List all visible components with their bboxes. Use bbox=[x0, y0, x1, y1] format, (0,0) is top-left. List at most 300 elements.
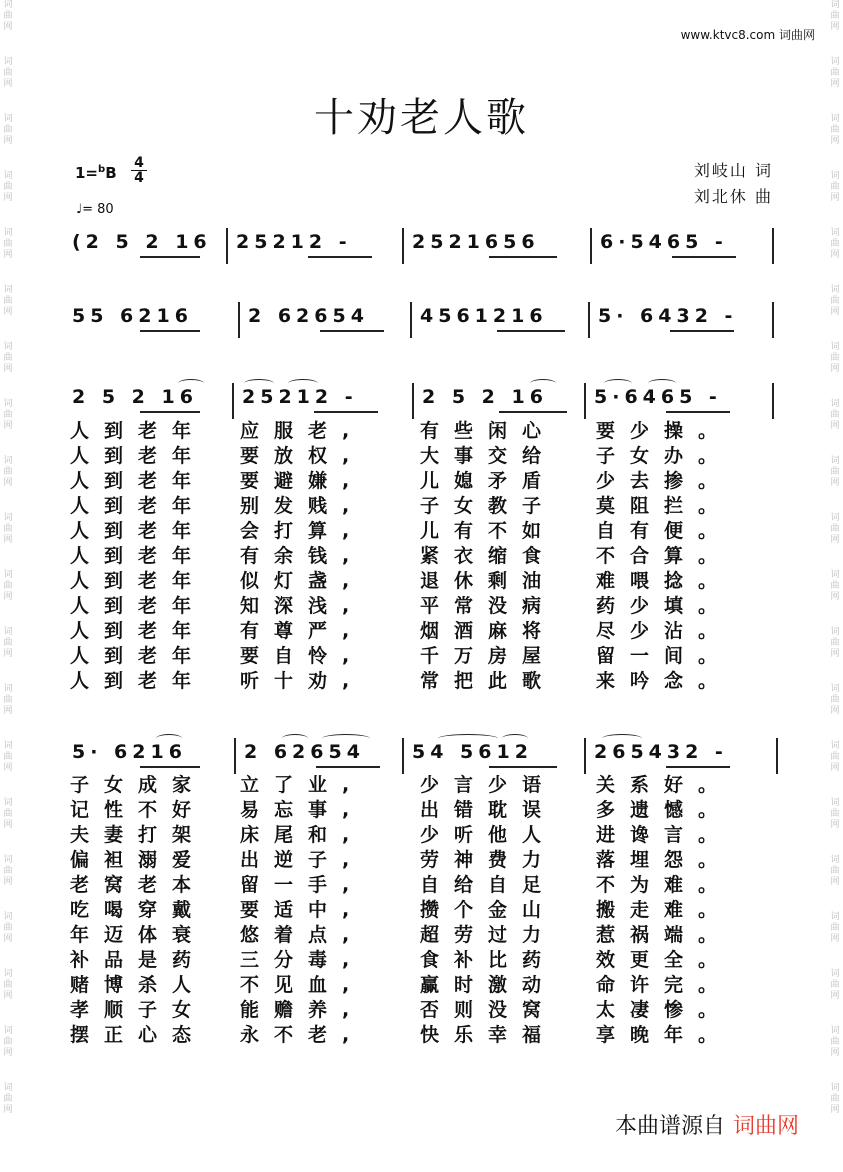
lyric-line bbox=[0, 770, 843, 795]
lyric-phrase: 子女成家 bbox=[70, 774, 207, 796]
lyric-phrase: 退休剩油 bbox=[420, 570, 557, 592]
key-signature bbox=[75, 164, 117, 182]
lyric-line bbox=[0, 541, 843, 566]
lyric-phrase: 记性不好 bbox=[70, 799, 207, 821]
watermark-char: 词 bbox=[3, 855, 13, 865]
key-note: B bbox=[105, 164, 117, 182]
slur-mark bbox=[438, 734, 498, 743]
watermark-char: 网 bbox=[3, 877, 13, 887]
lyric-line bbox=[0, 1020, 843, 1045]
watermark-char: 词 bbox=[830, 57, 840, 67]
lyric-phrase: 有余钱, bbox=[240, 545, 365, 567]
watermark-char: 词 bbox=[3, 570, 13, 580]
measure: 55 6216 bbox=[72, 305, 193, 327]
lyric-line bbox=[0, 845, 843, 870]
watermark-gap bbox=[827, 204, 843, 228]
watermark-char: 网 bbox=[3, 193, 13, 203]
lyric-phrase: 孝顺子女 bbox=[70, 999, 207, 1021]
watermark-char: 词 bbox=[3, 285, 13, 295]
watermark-char: 网 bbox=[3, 1105, 13, 1115]
watermark-char: 词 bbox=[830, 1083, 840, 1093]
lyric-phrase: 多遗憾。 bbox=[596, 799, 733, 821]
watermark-char: 曲 bbox=[3, 752, 13, 762]
watermark-char: 网 bbox=[3, 706, 13, 716]
measure: 265432 - bbox=[594, 741, 740, 763]
watermark-char: 曲 bbox=[830, 182, 840, 192]
watermark-char: 词 bbox=[830, 285, 840, 295]
lyric-phrase: 不合算。 bbox=[596, 545, 733, 567]
watermark-char: 词 bbox=[830, 798, 840, 808]
watermark-gap bbox=[0, 147, 16, 171]
watermark-char: 曲 bbox=[3, 809, 13, 819]
watermark-char: 词 bbox=[830, 912, 840, 922]
slur-mark bbox=[530, 379, 556, 388]
site-url[interactable]: www.ktvc8.com 词曲网 bbox=[680, 28, 815, 42]
bar-line bbox=[772, 228, 774, 264]
bar-line bbox=[402, 228, 404, 264]
lyric-phrase: 永不老, bbox=[240, 1024, 365, 1046]
lyric-phrase: 自给自足 bbox=[420, 874, 557, 896]
beam-underline bbox=[140, 256, 200, 258]
watermark-char: 词 bbox=[3, 969, 13, 979]
lyric-phrase: 要适中, bbox=[240, 899, 365, 921]
watermark-char: 曲 bbox=[830, 923, 840, 933]
watermark-char: 网 bbox=[3, 1048, 13, 1058]
watermark-char: 网 bbox=[830, 820, 840, 830]
lyric-phrase: 立了业, bbox=[240, 774, 365, 796]
lyric-line bbox=[0, 641, 843, 666]
bar-line bbox=[590, 228, 592, 264]
watermark-char: 网 bbox=[830, 307, 840, 317]
lyric-phrase: 进谗言。 bbox=[596, 824, 733, 846]
measure: 5· 6432 - bbox=[598, 305, 750, 327]
lyric-phrase: 来吟念。 bbox=[596, 670, 733, 692]
watermark-char: 网 bbox=[830, 706, 840, 716]
lyric-phrase: 莫阻拦。 bbox=[596, 495, 733, 517]
lyric-phrase: 快乐幸福 bbox=[420, 1024, 557, 1046]
measure: 25212 - bbox=[242, 386, 358, 408]
lyric-phrase: 出逆子, bbox=[240, 849, 365, 871]
watermark-char: 曲 bbox=[830, 752, 840, 762]
watermark-char: 曲 bbox=[3, 866, 13, 876]
lyric-phrase: 出错耽误 bbox=[420, 799, 557, 821]
lyric-phrase: 人到老年 bbox=[70, 570, 207, 592]
watermark-char: 曲 bbox=[3, 695, 13, 705]
lyric-phrase: 悠着点, bbox=[240, 924, 365, 946]
intro-line-1 bbox=[0, 228, 843, 268]
lyric-phrase: 千万房屋 bbox=[420, 645, 557, 667]
watermark-char: 词 bbox=[830, 513, 840, 523]
watermark-gap bbox=[827, 1116, 843, 1140]
watermark-char: 词 bbox=[3, 741, 13, 751]
watermark-char: 曲 bbox=[3, 239, 13, 249]
lyric-phrase: 享晚年。 bbox=[596, 1024, 733, 1046]
watermark-char: 网 bbox=[830, 193, 840, 203]
lyric-phrase: 惹祸端。 bbox=[596, 924, 733, 946]
watermark-char: 曲 bbox=[830, 980, 840, 990]
slur-mark bbox=[244, 379, 274, 388]
lyric-phrase: 要避嫌, bbox=[240, 470, 365, 492]
lyric-phrase: 留一间。 bbox=[596, 645, 733, 667]
bar-line bbox=[584, 383, 586, 419]
watermark-char: 网 bbox=[830, 79, 840, 89]
watermark-gap bbox=[0, 1116, 16, 1140]
lyric-phrase: 摆正心态 bbox=[70, 1024, 207, 1046]
watermark-char: 曲 bbox=[3, 1094, 13, 1104]
lyric-line bbox=[0, 895, 843, 920]
time-signature-bottom: 4 bbox=[134, 170, 144, 186]
footer-label: 本曲谱源自 bbox=[614, 1114, 725, 1139]
watermark-char: 曲 bbox=[3, 524, 13, 534]
watermark-char: 词 bbox=[3, 399, 13, 409]
lyric-phrase: 人到老年 bbox=[70, 495, 207, 517]
watermark-gap bbox=[827, 1059, 843, 1083]
lyric-phrase: 关系好。 bbox=[596, 774, 733, 796]
watermark-char: 曲 bbox=[830, 239, 840, 249]
measure: 2 5 2 16 bbox=[72, 386, 198, 408]
watermark-char: 词 bbox=[830, 570, 840, 580]
lyric-phrase: 尽少沾。 bbox=[596, 620, 733, 642]
beam-underline bbox=[497, 330, 565, 332]
beam-underline bbox=[140, 411, 200, 413]
lyric-phrase: 子女教子 bbox=[420, 495, 557, 517]
watermark-char: 词 bbox=[830, 228, 840, 238]
watermark-char: 曲 bbox=[3, 11, 13, 21]
lyric-phrase: 赌博杀人 bbox=[70, 974, 207, 996]
watermark-char: 网 bbox=[830, 991, 840, 1001]
watermark-char: 曲 bbox=[3, 296, 13, 306]
watermark-char: 网 bbox=[3, 763, 13, 773]
watermark-char: 曲 bbox=[830, 353, 840, 363]
lyric-phrase: 不见血, bbox=[240, 974, 365, 996]
watermark-char: 曲 bbox=[830, 11, 840, 21]
tempo-mark bbox=[76, 202, 114, 217]
beam-underline bbox=[140, 330, 200, 332]
beam-underline bbox=[672, 256, 736, 258]
lyric-phrase: 夫妻打架 bbox=[70, 824, 207, 846]
time-signature-top: 4 bbox=[131, 156, 147, 171]
watermark-gap bbox=[827, 147, 843, 171]
slur-mark bbox=[602, 734, 642, 743]
watermark-gap bbox=[0, 33, 16, 57]
beam-underline bbox=[489, 256, 557, 258]
watermark-char: 网 bbox=[830, 1105, 840, 1115]
lyric-phrase: 有些闲心 bbox=[420, 420, 557, 442]
lyric-phrase: 难喂捻。 bbox=[596, 570, 733, 592]
beam-underline bbox=[308, 256, 372, 258]
lyric-phrase: 人到老年 bbox=[70, 420, 207, 442]
measure: 2 5 2 16 bbox=[422, 386, 548, 408]
watermark-char: 词 bbox=[3, 114, 13, 124]
lyric-phrase: 人到老年 bbox=[70, 595, 207, 617]
bar-line bbox=[772, 302, 774, 338]
watermark-char: 词 bbox=[830, 114, 840, 124]
bar-line bbox=[588, 302, 590, 338]
lyric-line bbox=[0, 416, 843, 441]
lyric-phrase: 吃喝穿戴 bbox=[70, 899, 207, 921]
watermark-gap bbox=[0, 1059, 16, 1083]
watermark-char: 网 bbox=[3, 307, 13, 317]
lyric-line bbox=[0, 995, 843, 1020]
beam-underline bbox=[499, 411, 567, 413]
watermark-char: 网 bbox=[3, 934, 13, 944]
lyric-line bbox=[0, 616, 843, 641]
watermark-char: 曲 bbox=[830, 1037, 840, 1047]
watermark-char: 词 bbox=[830, 171, 840, 181]
lyric-phrase: 有尊严, bbox=[240, 620, 365, 642]
lyric-phrase: 劳神费力 bbox=[420, 849, 557, 871]
watermark-char: 网 bbox=[830, 592, 840, 602]
measure: 54 5612 bbox=[412, 741, 533, 763]
watermark-char: 词 bbox=[3, 171, 13, 181]
lyric-phrase: 别发贱, bbox=[240, 495, 365, 517]
lyric-line bbox=[0, 666, 843, 691]
time-signature bbox=[131, 156, 147, 185]
watermark-char: 曲 bbox=[830, 638, 840, 648]
lyric-phrase: 年迈体衰 bbox=[70, 924, 207, 946]
footer-brand-link[interactable]: 词曲网 bbox=[732, 1114, 799, 1139]
beam-underline bbox=[314, 411, 378, 413]
lyric-phrase: 会打算, bbox=[240, 520, 365, 542]
slur-mark bbox=[288, 379, 318, 388]
watermark-char: 网 bbox=[830, 364, 840, 374]
lyric-phrase: 人到老年 bbox=[70, 645, 207, 667]
watermark-char: 网 bbox=[830, 136, 840, 146]
watermark-char: 词 bbox=[3, 1083, 13, 1093]
lyric-phrase: 应服老, bbox=[240, 420, 365, 442]
lyric-line bbox=[0, 870, 843, 895]
bar-line bbox=[234, 738, 236, 774]
watermark-char: 曲 bbox=[3, 410, 13, 420]
beam-underline bbox=[489, 766, 557, 768]
watermark-char: 词 bbox=[3, 0, 13, 10]
lyric-phrase: 知深浅, bbox=[240, 595, 365, 617]
watermark-char: 网 bbox=[3, 592, 13, 602]
watermark-char: 词 bbox=[830, 456, 840, 466]
lyric-phrase: 不为难。 bbox=[596, 874, 733, 896]
watermark-char: 网 bbox=[3, 79, 13, 89]
bar-line bbox=[410, 302, 412, 338]
watermark-char: 词 bbox=[3, 1026, 13, 1036]
beam-underline bbox=[666, 766, 730, 768]
lyric-phrase: 常把此歌 bbox=[420, 670, 557, 692]
watermark-char: 网 bbox=[830, 250, 840, 260]
slur-mark bbox=[648, 379, 676, 388]
watermark-char: 词 bbox=[3, 57, 13, 67]
watermark-char: 网 bbox=[3, 250, 13, 260]
measure: 5· 6216 bbox=[72, 741, 187, 763]
lyric-line bbox=[0, 441, 843, 466]
measure: 6·5465 - bbox=[600, 231, 728, 253]
lyric-line bbox=[0, 591, 843, 616]
watermark-char: 网 bbox=[830, 535, 840, 545]
lyric-phrase: 命许完。 bbox=[596, 974, 733, 996]
lyric-phrase: 少听他人 bbox=[420, 824, 557, 846]
watermark-char: 词 bbox=[830, 0, 840, 10]
lyric-phrase: 紧衣缩食 bbox=[420, 545, 557, 567]
lyric-line bbox=[0, 945, 843, 970]
watermark-char: 曲 bbox=[830, 1094, 840, 1104]
lyric-phrase: 人到老年 bbox=[70, 670, 207, 692]
watermark-char: 网 bbox=[830, 421, 840, 431]
watermark-char: 词 bbox=[3, 912, 13, 922]
bar-line bbox=[584, 738, 586, 774]
lyric-phrase: 人到老年 bbox=[70, 545, 207, 567]
watermark-char: 词 bbox=[830, 969, 840, 979]
watermark-char: 词 bbox=[830, 741, 840, 751]
watermark-char: 词 bbox=[3, 342, 13, 352]
watermark-char: 曲 bbox=[830, 467, 840, 477]
lyric-line bbox=[0, 516, 843, 541]
slur-mark bbox=[502, 734, 528, 743]
watermark-char: 词 bbox=[830, 855, 840, 865]
watermark-char: 词 bbox=[830, 399, 840, 409]
watermark-char: 网 bbox=[3, 364, 13, 374]
lyric-line bbox=[0, 566, 843, 591]
lyric-phrase: 否则没窝 bbox=[420, 999, 557, 1021]
intro-line-2 bbox=[0, 302, 843, 342]
bar-line bbox=[232, 383, 234, 419]
lyric-phrase: 平常没病 bbox=[420, 595, 557, 617]
bar-line bbox=[772, 383, 774, 419]
composer-credit: 刘北休 曲 bbox=[693, 187, 773, 206]
slur-mark bbox=[178, 379, 204, 388]
watermark-char: 曲 bbox=[3, 353, 13, 363]
lyric-phrase: 子女办。 bbox=[596, 445, 733, 467]
watermark-char: 词 bbox=[830, 342, 840, 352]
watermark-char: 曲 bbox=[3, 638, 13, 648]
lyric-line bbox=[0, 491, 843, 516]
lyric-phrase: 人到老年 bbox=[70, 520, 207, 542]
lyricist-credit: 刘岐山 词 bbox=[693, 161, 773, 180]
lyric-phrase: 似灯盏, bbox=[240, 570, 365, 592]
lyric-phrase: 大事交给 bbox=[420, 445, 557, 467]
watermark-char: 网 bbox=[830, 934, 840, 944]
watermark-char: 网 bbox=[3, 535, 13, 545]
lyric-line bbox=[0, 970, 843, 995]
watermark-char: 网 bbox=[830, 478, 840, 488]
watermark-char: 词 bbox=[3, 513, 13, 523]
watermark-char: 词 bbox=[3, 627, 13, 637]
footer-source bbox=[615, 1109, 799, 1140]
watermark-char: 曲 bbox=[3, 467, 13, 477]
lyric-phrase: 人到老年 bbox=[70, 445, 207, 467]
measure: 25212 - bbox=[236, 231, 352, 253]
song-title: 十劝老人歌 bbox=[314, 95, 529, 141]
slur-mark bbox=[604, 379, 632, 388]
watermark-char: 网 bbox=[3, 820, 13, 830]
lyric-phrase: 听十劝, bbox=[240, 670, 365, 692]
lyric-phrase: 偏袒溺爱 bbox=[70, 849, 207, 871]
lyric-phrase: 老窝老本 bbox=[70, 874, 207, 896]
quarter-note-icon: ♩ bbox=[76, 202, 83, 217]
watermark-char: 词 bbox=[3, 684, 13, 694]
lyric-line bbox=[0, 795, 843, 820]
watermark-char: 曲 bbox=[3, 68, 13, 78]
watermark-char: 词 bbox=[3, 798, 13, 808]
lyric-phrase: 要少操。 bbox=[596, 420, 733, 442]
lyric-phrase: 药少填。 bbox=[596, 595, 733, 617]
watermark-char: 网 bbox=[830, 877, 840, 887]
lyric-phrase: 易忘事, bbox=[240, 799, 365, 821]
beam-underline bbox=[666, 411, 730, 413]
watermark-gap bbox=[827, 33, 843, 57]
watermark-char: 词 bbox=[830, 1026, 840, 1036]
bar-line bbox=[402, 738, 404, 774]
watermark-char: 曲 bbox=[3, 1037, 13, 1047]
flat-sign: b bbox=[98, 164, 106, 175]
watermark-char: 网 bbox=[830, 763, 840, 773]
watermark-char: 词 bbox=[830, 627, 840, 637]
bar-line bbox=[412, 383, 414, 419]
lyric-phrase: 留一手, bbox=[240, 874, 365, 896]
watermark-char: 曲 bbox=[830, 410, 840, 420]
lyric-phrase: 太凄惨。 bbox=[596, 999, 733, 1021]
lyric-phrase: 食补比药 bbox=[420, 949, 557, 971]
lyric-phrase: 三分毒, bbox=[240, 949, 365, 971]
lyric-phrase: 儿有不如 bbox=[420, 520, 557, 542]
lyric-phrase: 儿媳矛盾 bbox=[420, 470, 557, 492]
lyric-phrase: 效更全。 bbox=[596, 949, 733, 971]
watermark-char: 网 bbox=[3, 136, 13, 146]
watermark-gap bbox=[0, 204, 16, 228]
watermark-char: 曲 bbox=[830, 125, 840, 135]
watermark-char: 曲 bbox=[3, 980, 13, 990]
lyric-phrase: 床尾和, bbox=[240, 824, 365, 846]
lyric-line bbox=[0, 466, 843, 491]
watermark-char: 曲 bbox=[3, 581, 13, 591]
watermark-char: 曲 bbox=[830, 581, 840, 591]
lyric-phrase: 烟酒麻将 bbox=[420, 620, 557, 642]
lyric-phrase: 搬走难。 bbox=[596, 899, 733, 921]
lyric-phrase: 落埋怨。 bbox=[596, 849, 733, 871]
watermark-char: 网 bbox=[3, 478, 13, 488]
watermark-char: 网 bbox=[3, 421, 13, 431]
slur-mark bbox=[322, 734, 370, 743]
watermark-char: 网 bbox=[830, 22, 840, 32]
lyric-phrase: 能赡养, bbox=[240, 999, 365, 1021]
lyric-phrase: 少言少语 bbox=[420, 774, 557, 796]
watermark-char: 曲 bbox=[3, 125, 13, 135]
watermark-char: 词 bbox=[3, 456, 13, 466]
lyric-phrase: 自有便。 bbox=[596, 520, 733, 542]
slur-mark bbox=[156, 734, 182, 743]
beam-underline bbox=[140, 766, 200, 768]
lyric-phrase: 少去掺。 bbox=[596, 470, 733, 492]
beam-underline bbox=[320, 330, 384, 332]
watermark-char: 曲 bbox=[830, 866, 840, 876]
measure: 2521656 bbox=[412, 231, 540, 253]
tempo-value: = 80 bbox=[82, 202, 114, 217]
beam-underline bbox=[316, 766, 380, 768]
lyric-phrase: 人到老年 bbox=[70, 620, 207, 642]
measure: 2 62654 bbox=[248, 305, 369, 327]
watermark-char: 网 bbox=[830, 1048, 840, 1058]
key-prefix: 1= bbox=[75, 164, 99, 182]
watermark-char: 曲 bbox=[830, 296, 840, 306]
watermark-char: 网 bbox=[830, 649, 840, 659]
lyric-phrase: 人到老年 bbox=[70, 470, 207, 492]
watermark-char: 网 bbox=[3, 649, 13, 659]
lyric-line bbox=[0, 920, 843, 945]
measure: 4561216 bbox=[420, 305, 548, 327]
watermark-char: 网 bbox=[3, 991, 13, 1001]
watermark-char: 网 bbox=[3, 22, 13, 32]
slur-mark bbox=[282, 734, 308, 743]
lyric-phrase: 要自怜, bbox=[240, 645, 365, 667]
beam-underline bbox=[670, 330, 734, 332]
watermark-char: 词 bbox=[3, 228, 13, 238]
